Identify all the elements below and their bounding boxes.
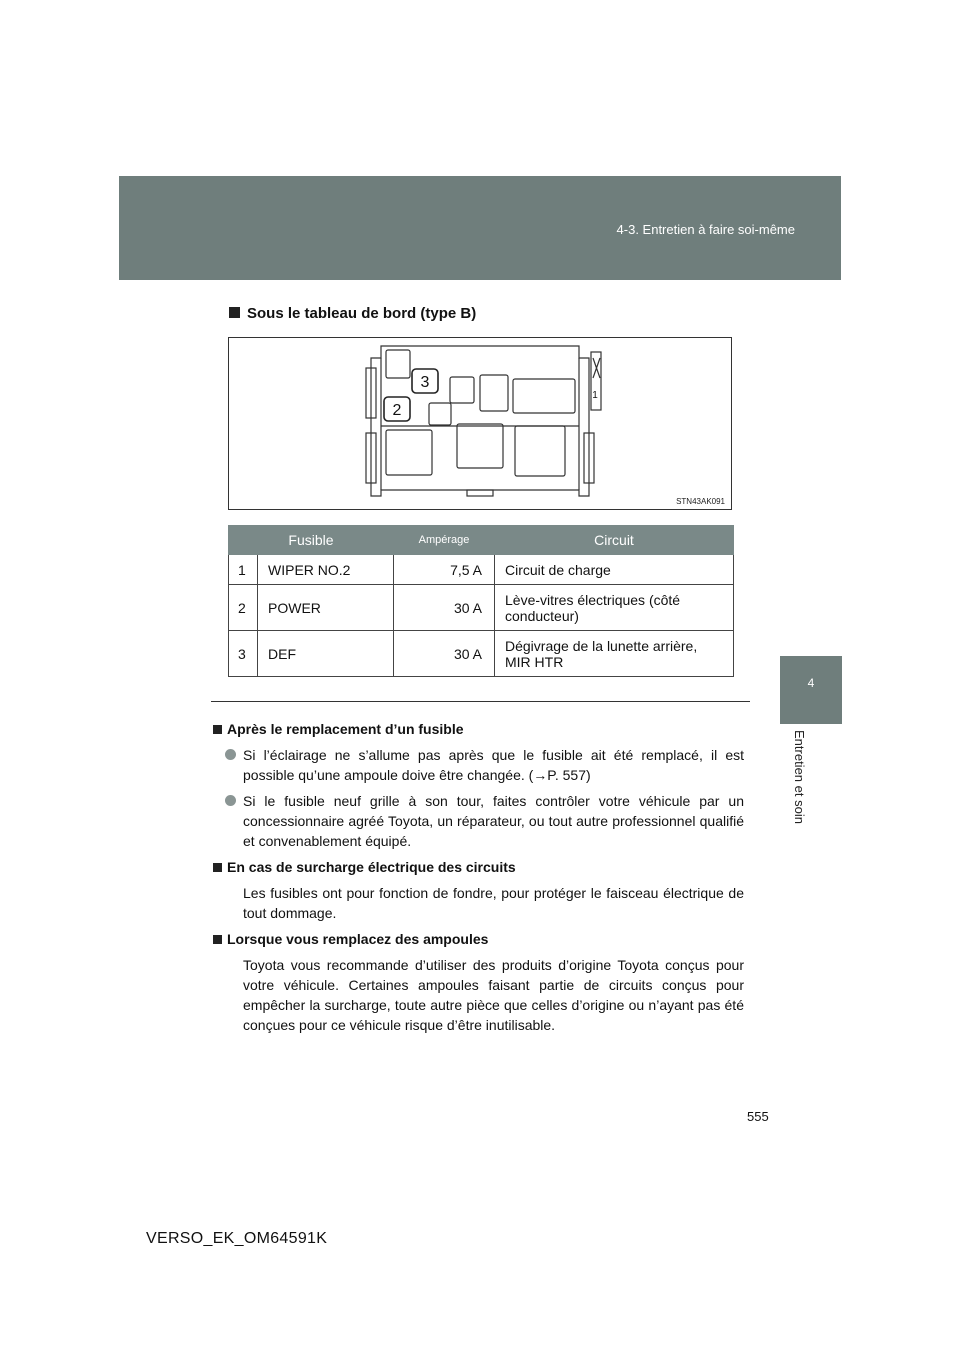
row-num: 2: [229, 585, 258, 631]
row-fuse-name: DEF: [258, 631, 394, 677]
chapter-tab: [780, 656, 842, 724]
circle-bullet-icon: [225, 795, 236, 806]
square-bullet-icon: [213, 725, 222, 734]
row-circuit: Circuit de charge: [495, 555, 734, 585]
chapter-label: Entretien et soin: [792, 730, 807, 824]
note-bullet: [213, 745, 744, 785]
header-amp: Ampérage: [394, 526, 495, 555]
note-paragraph: Les fusibles ont pour fonction de fondre, pour protéger le faisceau électrique de tout dommage.: [243, 885, 744, 921]
chapter-number: 4: [807, 676, 815, 690]
section-header: 4-3. Entretien à faire soi-même: [616, 222, 795, 237]
callout-2: [384, 397, 410, 421]
note-heading-text: Après le remplacement d’un fusible: [227, 721, 464, 737]
table-row: [229, 585, 734, 631]
note-bullet: [213, 791, 744, 851]
note-heading: [213, 719, 744, 739]
circle-bullet-icon: [225, 749, 236, 760]
section-title: [229, 305, 476, 322]
callout-1-label: 1: [592, 390, 598, 401]
row-amp: 30 A: [394, 631, 495, 677]
table-row: [229, 555, 734, 585]
callout-3: [412, 369, 438, 393]
square-bullet-icon: [213, 935, 222, 944]
header-fuse: Fusible: [229, 526, 394, 555]
callout-2-label: 2: [392, 402, 402, 419]
row-num: 1: [229, 555, 258, 585]
fuse-table-header: [229, 526, 734, 555]
document-code: VERSO_EK_OM64591K: [146, 1230, 328, 1247]
section-title-text: Sous le tableau de bord (type B): [247, 305, 477, 322]
fuse-box-figure: [228, 337, 732, 510]
callout-3-label: 3: [420, 374, 430, 391]
fuse-box-diagram: [229, 338, 733, 511]
row-fuse-name: WIPER NO.2: [258, 555, 394, 585]
divider: [211, 701, 750, 702]
row-num: 3: [229, 631, 258, 677]
header-circuit: Circuit: [495, 526, 734, 555]
square-bullet-icon: [229, 307, 240, 318]
note-heading: [213, 857, 744, 877]
table-row: [229, 631, 734, 677]
figure-code: STN43AK091: [676, 497, 725, 506]
note-heading-text: Lorsque vous remplacez des ampoules: [227, 931, 489, 947]
note-heading-text: En cas de surcharge électrique des circuits: [227, 859, 516, 875]
header-band: [119, 176, 841, 280]
notes-section: [213, 719, 744, 1041]
row-circuit: Dégivrage de la lunette arrière, MIR HTR: [495, 631, 734, 677]
note-heading: [213, 929, 744, 949]
row-amp: 7,5 A: [394, 555, 495, 585]
row-circuit: Lève-vitres électriques (côté conducteur): [495, 585, 734, 631]
row-fuse-name: POWER: [258, 585, 394, 631]
page-number: 555: [747, 1109, 769, 1124]
row-amp: 30 A: [394, 585, 495, 631]
square-bullet-icon: [213, 863, 222, 872]
note-bullet-text: Si le fusible neuf grille à son tour, faites contrôler votre véhicule par un concessionnaire agréé Toyota, un réparateur, ou tout autre professionnel qualifié et convenablement équipé.: [243, 793, 744, 849]
fuse-table: [228, 525, 734, 677]
note-paragraph: Toyota vous recommande d’utiliser des produits d’origine Toyota conçus pour votre véhicule. Certaines ampoules faisant partie de circuits conçus pour empêcher la surcharge, toute autre pièce que celles d’origine ou n’ayant pas été conçues pour ce véhicule risque d’être inutilisable.: [243, 957, 744, 1033]
note-bullet-text: Si l’éclairage ne s’allume pas après que le fusible ait été remplacé, il est possible qu’une ampoule doive être changée. (→P. 557): [243, 747, 744, 783]
